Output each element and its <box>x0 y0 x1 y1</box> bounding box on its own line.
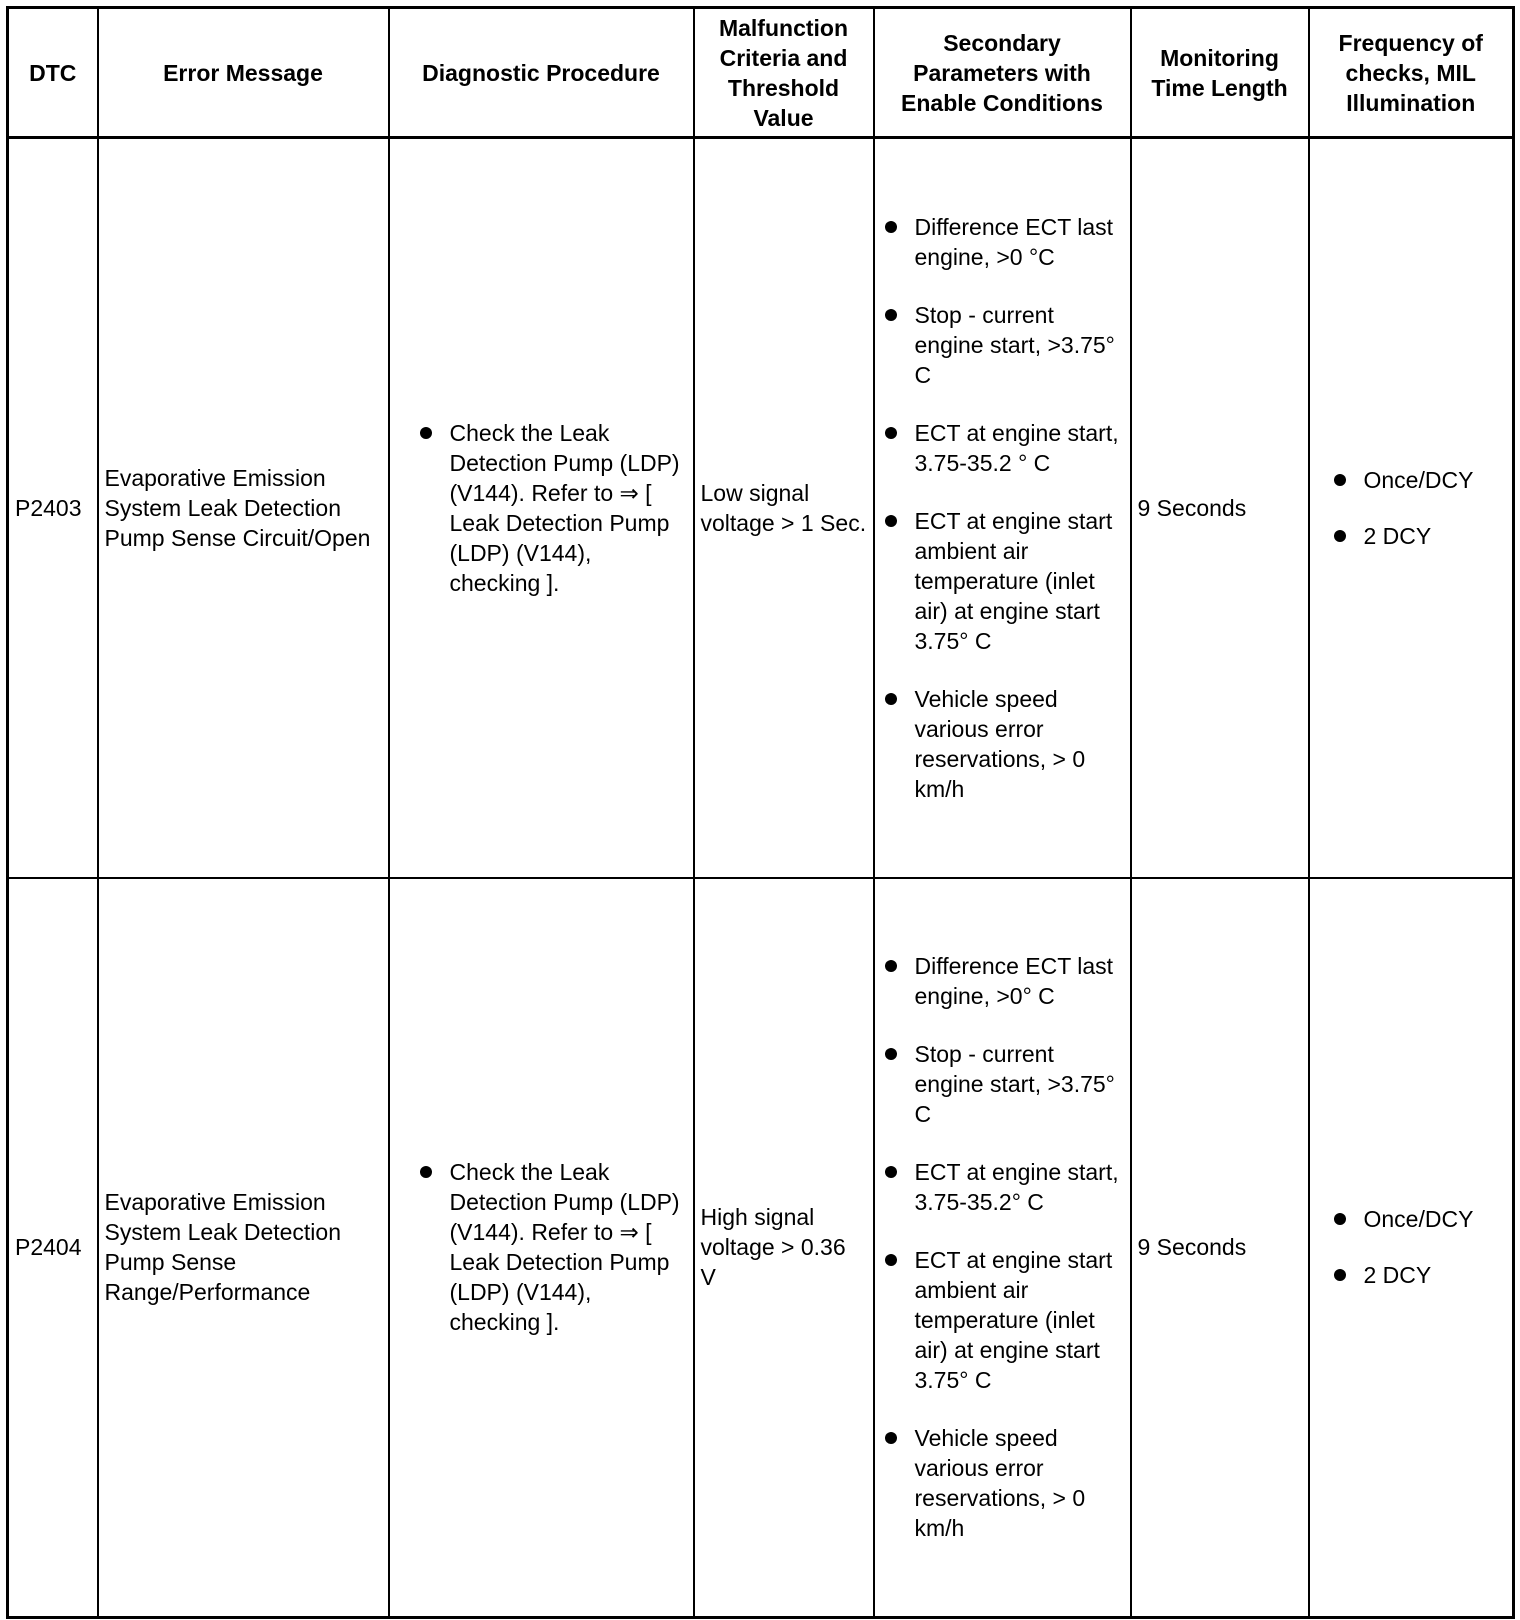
secondary-parameters-cell <box>874 878 1131 1618</box>
parameter-item: Vehicle speed various error reservations, > 0 km/h <box>881 684 1124 804</box>
frequency-item: 2 DCY <box>1330 521 1507 551</box>
procedure-list <box>396 1157 687 1337</box>
parameter-item: Stop - current engine start, >3.75° C <box>881 300 1124 390</box>
parameter-item: ECT at engine start ambient air temperature (inlet air) at engine start 3.75° C <box>881 506 1124 656</box>
monitoring-time: 9 Seconds <box>1131 138 1309 878</box>
frequency-cell <box>1309 138 1514 878</box>
secondary-parameters-cell <box>874 138 1131 878</box>
dtc-code: P2404 <box>8 878 98 1618</box>
header-row <box>8 8 1514 138</box>
frequency-item: Once/DCY <box>1330 1204 1507 1234</box>
header-diagnostic-procedure: Diagnostic Procedure <box>389 8 694 138</box>
parameter-item: Vehicle speed various error reservations, > 0 km/h <box>881 1423 1124 1543</box>
table-row <box>8 138 1514 878</box>
parameter-item: ECT at engine start, 3.75-35.2 ° C <box>881 418 1124 478</box>
parameter-item: ECT at engine start ambient air temperature (inlet air) at engine start 3.75° C <box>881 1245 1124 1395</box>
procedure-item: Check the Leak Detection Pump (LDP) (V144). Refer to ⇒ [ Leak Detection Pump (LDP) (V144), checking ]. <box>416 418 687 598</box>
diagnostic-procedure-cell <box>389 138 694 878</box>
frequency-list <box>1316 1204 1507 1290</box>
header-monitoring-time: Monitoring Time Length <box>1131 8 1309 138</box>
header-error-message: Error Message <box>98 8 389 138</box>
monitoring-time: 9 Seconds <box>1131 878 1309 1618</box>
dtc-table <box>6 6 1515 1619</box>
frequency-list <box>1316 465 1507 551</box>
parameters-list <box>881 951 1124 1543</box>
parameters-list <box>881 212 1124 804</box>
header-dtc: DTC <box>8 8 98 138</box>
header-secondary-parameters: Secondary Parameters with Enable Conditions <box>874 8 1131 138</box>
table-row <box>8 878 1514 1618</box>
frequency-item: Once/DCY <box>1330 465 1507 495</box>
malfunction-criteria: High signal voltage > 0.36 V <box>694 878 874 1618</box>
parameter-item: ECT at engine start, 3.75-35.2° C <box>881 1157 1124 1217</box>
malfunction-criteria: Low signal voltage > 1 Sec. <box>694 138 874 878</box>
frequency-item: 2 DCY <box>1330 1260 1507 1290</box>
procedure-item: Check the Leak Detection Pump (LDP) (V144). Refer to ⇒ [ Leak Detection Pump (LDP) (V144), checking ]. <box>416 1157 687 1337</box>
parameter-item: Difference ECT last engine, >0° C <box>881 951 1124 1011</box>
dtc-code: P2403 <box>8 138 98 878</box>
diagnostic-procedure-cell <box>389 878 694 1618</box>
header-malfunction-criteria: Malfunction Criteria and Threshold Value <box>694 8 874 138</box>
header-frequency: Frequency of checks, MIL Illumination <box>1309 8 1514 138</box>
procedure-list <box>396 418 687 598</box>
parameter-item: Difference ECT last engine, >0 °C <box>881 212 1124 272</box>
parameter-item: Stop - current engine start, >3.75° C <box>881 1039 1124 1129</box>
error-message: Evaporative Emission System Leak Detection Pump Sense Circuit/Open <box>98 138 389 878</box>
error-message: Evaporative Emission System Leak Detection Pump Sense Range/Performance <box>98 878 389 1618</box>
frequency-cell <box>1309 878 1514 1618</box>
